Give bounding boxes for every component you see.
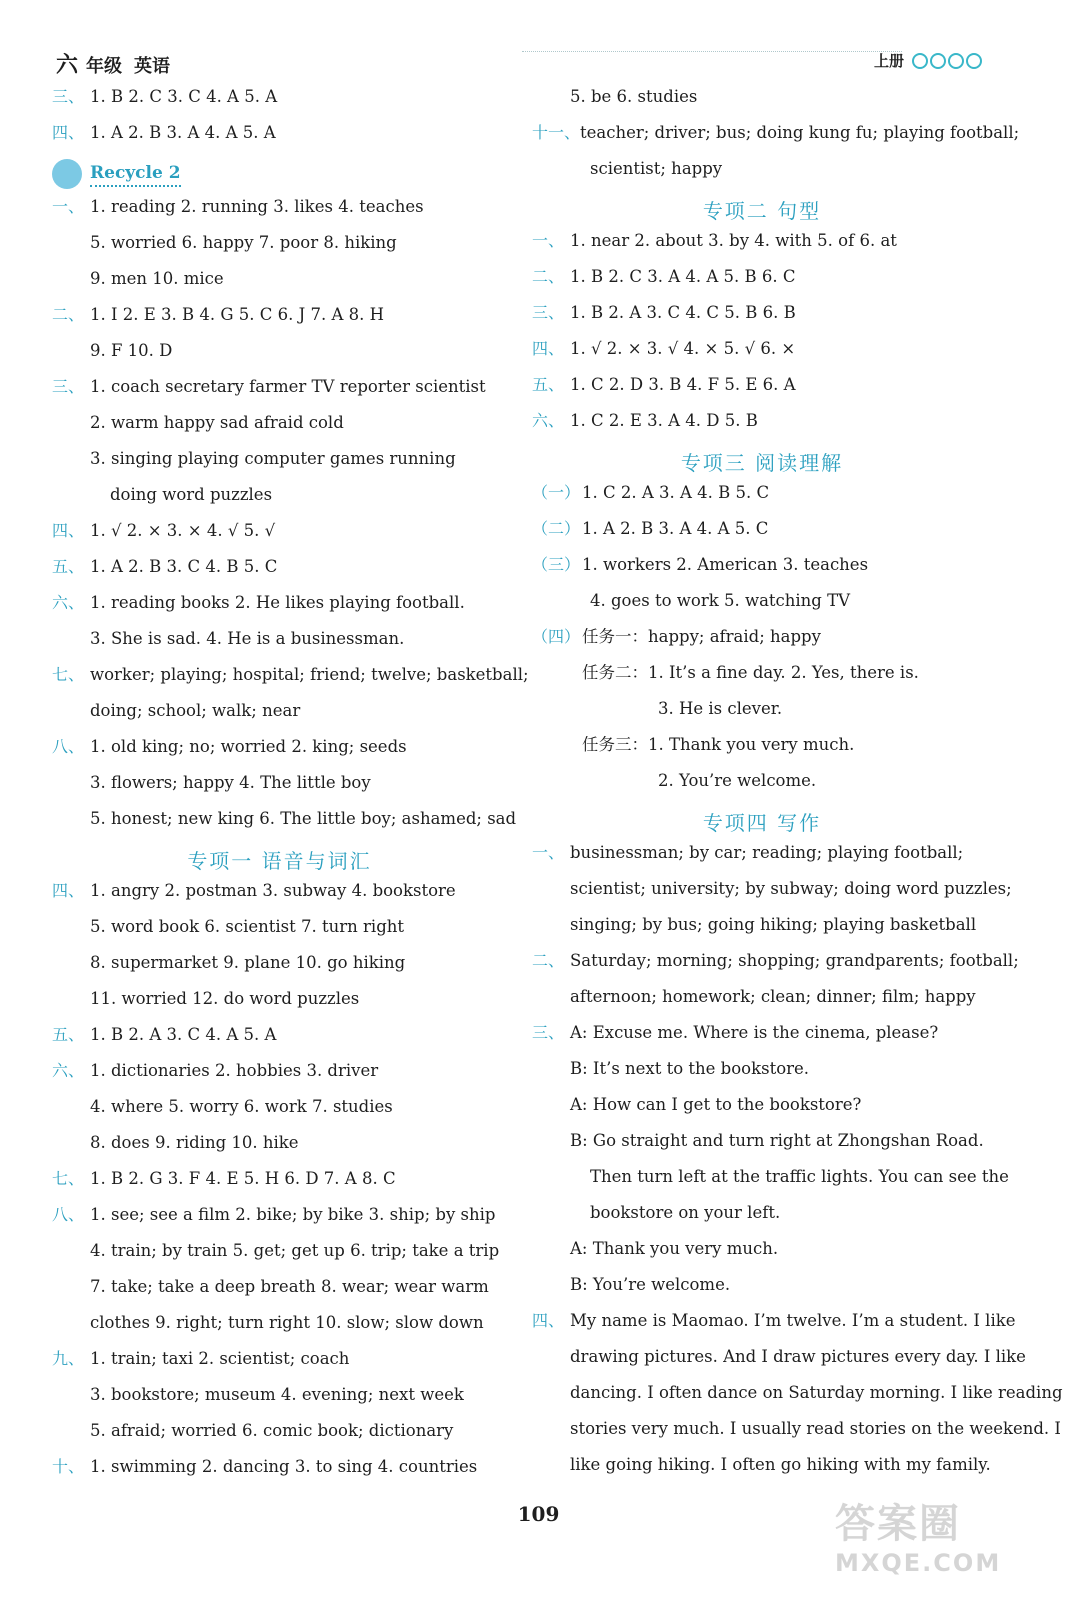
- item-marker: 一、: [532, 231, 565, 250]
- answer-line: 8. does 9. riding 10. hike: [90, 1133, 299, 1152]
- circle-dots-icon: [910, 53, 982, 69]
- answer-line: 4. train; by train 5. get; get up 6. trip; take a trip: [90, 1241, 500, 1260]
- answer-text: 1. coach secretary farmer TV reporter scientist: [90, 377, 486, 396]
- item-marker: 六、: [52, 593, 85, 612]
- answer-text: 1. near 2. about 3. by 4. with 5. of 6. at: [570, 231, 897, 250]
- item-marker: 六、: [52, 1061, 85, 1080]
- answer-line: [532, 842, 992, 878]
- answer-line: A: How can I get to the bookstore?: [570, 1095, 862, 1114]
- answer-line: 3. flowers; happy 4. The little boy: [90, 773, 371, 792]
- answer-text: worker; playing; hospital; friend; twelve; basketball;: [90, 665, 529, 684]
- answer-text: 1. A 2. B 3. A 4. A 5. A: [90, 123, 276, 142]
- page-number: 109: [517, 1502, 560, 1526]
- answer-line: 4. goes to work 5. watching TV: [590, 591, 851, 610]
- answer-line: 3. bookstore; museum 4. evening; next week: [90, 1385, 464, 1404]
- answer-line: B: It’s next to the bookstore.: [570, 1059, 810, 1078]
- answer-line: [52, 1060, 507, 1096]
- answer-line: [52, 304, 507, 340]
- section-title: 专项二 句型: [702, 199, 822, 223]
- item-marker: 一、: [532, 843, 565, 862]
- answer-text: 1. A 2. B 3. C 4. B 5. C: [90, 557, 278, 576]
- answer-text: 1. swimming 2. dancing 3. to sing 4. countries: [90, 1457, 478, 1476]
- item-marker: 三、: [532, 303, 565, 322]
- subject-label: 英语: [134, 56, 171, 77]
- item-marker: 二、: [532, 267, 565, 286]
- item-marker: （四）: [532, 627, 581, 646]
- answer-text: 1. B 2. A 3. C 4. A 5. A: [90, 1025, 277, 1044]
- answer-text: teacher; driver; bus; doing kung fu; playing football;: [580, 123, 1020, 142]
- volume-label: [874, 50, 982, 71]
- answer-line: A: Thank you very much.: [570, 1239, 779, 1258]
- answer-line: [532, 626, 992, 662]
- answer-text: 1. √ 2. × 3. × 4. √ 5. √: [90, 521, 276, 540]
- answer-text: My name is Maomao. I’m twelve. I’m a student. I like: [570, 1311, 1016, 1330]
- answer-line: B: Go straight and turn right at Zhongshan Road.: [570, 1131, 984, 1150]
- item-marker: 四、: [52, 881, 85, 900]
- answer-line: like going hiking. I often go hiking with my family.: [570, 1455, 991, 1474]
- answer-line: [52, 880, 507, 916]
- answer-line: [52, 86, 507, 122]
- answer-line: 任务二：1. It’s a fine day. 2. Yes, there is.: [582, 663, 919, 682]
- answer-line: 8. supermarket 9. plane 10. go hiking: [90, 953, 406, 972]
- answer-line: 5. be 6. studies: [570, 87, 698, 106]
- item-marker: 三、: [52, 87, 85, 106]
- answer-line: dancing. I often dance on Saturday morning. I like reading: [570, 1383, 1063, 1402]
- answer-line: singing; by bus; going hiking; playing basketball: [570, 915, 977, 934]
- answer-line: [52, 1456, 507, 1492]
- answer-line: [52, 376, 507, 412]
- watermark-logo: [835, 1492, 1045, 1592]
- answer-text: 1. dictionaries 2. hobbies 3. driver: [90, 1061, 379, 1080]
- answer-line: scientist; university; by subway; doing word puzzles;: [570, 879, 1012, 898]
- answer-line: scientist; happy: [590, 159, 723, 178]
- grade-glyph: 六: [56, 53, 79, 78]
- answer-line: 7. take; take a deep breath 8. wear; wear warm: [90, 1277, 489, 1296]
- section-title: 专项四 写作: [702, 811, 822, 835]
- item-marker: 四、: [52, 521, 85, 540]
- answer-text: 1. B 2. G 3. F 4. E 5. H 6. D 7. A 8. C: [90, 1169, 396, 1188]
- recycle-heading: [52, 158, 507, 196]
- item-marker: 四、: [532, 1311, 565, 1330]
- answer-text: businessman; by car; reading; playing football;: [570, 843, 964, 862]
- answer-line: 9. F 10. D: [90, 341, 173, 360]
- answer-line: 3. singing playing computer games running: [90, 449, 456, 468]
- answer-line: [532, 482, 992, 518]
- answer-line: [532, 1022, 992, 1058]
- answer-text: 1. reading 2. running 3. likes 4. teaches: [90, 197, 424, 216]
- answer-line: [532, 410, 992, 446]
- answer-line: 5. word book 6. scientist 7. turn right: [90, 917, 405, 936]
- item-marker: 三、: [52, 377, 85, 396]
- answer-line: doing; school; walk; near: [90, 701, 301, 720]
- grade-label: 年级: [86, 56, 123, 77]
- section-title: 专项一 语音与词汇: [187, 849, 372, 873]
- item-marker: 八、: [52, 1205, 85, 1224]
- answer-line: stories very much. I usually read stories on the weekend. I: [570, 1419, 1061, 1438]
- answer-line: clothes 9. right; turn right 10. slow; slow down: [90, 1313, 484, 1332]
- item-marker: 二、: [532, 951, 565, 970]
- volume-text: 上册: [873, 52, 904, 70]
- answer-line: [52, 1204, 507, 1240]
- answer-line: 4. where 5. worry 6. work 7. studies: [90, 1097, 393, 1116]
- answer-line: [532, 554, 992, 590]
- answer-line: [52, 556, 507, 592]
- answer-text: 1. see; see a film 2. bike; by bike 3. ship; by ship: [90, 1205, 496, 1224]
- answer-line: [52, 1348, 507, 1384]
- item-marker: 四、: [52, 123, 85, 142]
- answer-text: 1. I 2. E 3. B 4. G 5. C 6. J 7. A 8. H: [90, 305, 385, 324]
- grade-subject: [56, 48, 170, 79]
- item-marker: 十一、: [532, 123, 581, 142]
- answer-text: 1. reading books 2. He likes playing football.: [90, 593, 465, 612]
- answer-line: [532, 1310, 1016, 1346]
- answer-text: 1. B 2. C 3. A 4. A 5. B 6. C: [570, 267, 796, 286]
- answer-line: bookstore on your left.: [590, 1203, 781, 1222]
- watermark-line1: 答案圈: [835, 1501, 961, 1547]
- answer-line: Then turn left at the traffic lights. You can see the: [590, 1167, 1009, 1186]
- answer-line: [52, 520, 507, 556]
- answer-line: [52, 736, 507, 772]
- item-marker: 五、: [532, 375, 565, 394]
- answer-line: [52, 1168, 507, 1204]
- answer-line: 5. worried 6. happy 7. poor 8. hiking: [90, 233, 397, 252]
- answer-text: 1. C 2. A 3. A 4. B 5. C: [582, 483, 770, 502]
- answer-text: 1. A 2. B 3. A 4. A 5. C: [582, 519, 769, 538]
- answer-line: 3. He is clever.: [658, 699, 783, 718]
- answer-line: 3. She is sad. 4. He is a businessman.: [90, 629, 405, 648]
- answer-line: 2. warm happy sad afraid cold: [90, 413, 344, 432]
- answer-line: [52, 1024, 507, 1060]
- item-marker: 一、: [52, 197, 85, 216]
- answer-text: 1. workers 2. American 3. teaches: [582, 555, 869, 574]
- answer-line: B: You’re welcome.: [570, 1275, 731, 1294]
- item-marker: 七、: [52, 665, 85, 684]
- item-marker: 二、: [52, 305, 85, 324]
- answer-line: drawing pictures. And I draw pictures every day. I like: [570, 1347, 1026, 1366]
- recycle-title: Recycle 2: [90, 163, 181, 187]
- item-marker: 六、: [532, 411, 565, 430]
- answer-line: [52, 196, 507, 232]
- item-marker: 九、: [52, 1349, 85, 1368]
- header-divider: [522, 51, 902, 52]
- answer-line: doing word puzzles: [110, 485, 273, 504]
- item-marker: （一）: [532, 483, 581, 502]
- item-marker: 八、: [52, 737, 85, 756]
- answer-text: 1. angry 2. postman 3. subway 4. bookstore: [90, 881, 456, 900]
- answer-text: 1. train; taxi 2. scientist; coach: [90, 1349, 350, 1368]
- item-marker: 十、: [52, 1457, 85, 1476]
- answer-text: A: Excuse me. Where is the cinema, please?: [570, 1023, 939, 1042]
- answer-line: [532, 518, 992, 554]
- page-header: [52, 46, 982, 76]
- answer-line: 2. You’re welcome.: [658, 771, 817, 790]
- left-column: [52, 86, 529, 1492]
- answer-line: [532, 338, 992, 374]
- section-title: 专项三 阅读理解: [680, 451, 844, 475]
- recycle-badge-icon: [52, 159, 82, 189]
- item-marker: 五、: [52, 1025, 85, 1044]
- answer-line: [532, 950, 1019, 986]
- item-marker: 五、: [52, 557, 85, 576]
- answer-line: 5. afraid; worried 6. comic book; dictionary: [90, 1421, 454, 1440]
- answer-line: [52, 592, 507, 628]
- answer-text: 1. √ 2. × 3. √ 4. × 5. √ 6. ×: [570, 339, 796, 358]
- answer-line: [532, 122, 1020, 158]
- right-column: [532, 86, 1063, 1490]
- answer-text: 1. C 2. E 3. A 4. D 5. B: [570, 411, 758, 430]
- answer-text: 1. B 2. A 3. C 4. C 5. B 6. B: [570, 303, 796, 322]
- answer-line: [532, 230, 992, 266]
- item-marker: （二）: [532, 519, 581, 538]
- answer-text: Saturday; morning; shopping; grandparents; football;: [570, 951, 1019, 970]
- answer-line: 5. honest; new king 6. The little boy; ashamed; sad: [90, 809, 517, 828]
- item-marker: 三、: [532, 1023, 565, 1042]
- watermark-line2: MXQE.COM: [835, 1549, 1002, 1577]
- answer-text: 1. C 2. D 3. B 4. F 5. E 6. A: [570, 375, 796, 394]
- answer-line: [532, 266, 992, 302]
- answer-line: 11. worried 12. do word puzzles: [90, 989, 360, 1008]
- answer-line: [532, 302, 992, 338]
- answer-text: 任务一：happy; afraid; happy: [582, 627, 821, 646]
- answer-line: 9. men 10. mice: [90, 269, 224, 288]
- answer-text: 1. B 2. C 3. C 4. A 5. A: [90, 87, 278, 106]
- item-marker: 七、: [52, 1169, 85, 1188]
- answer-text: 1. old king; no; worried 2. king; seeds: [90, 737, 407, 756]
- answer-line: 任务三：1. Thank you very much.: [582, 735, 855, 754]
- answer-line: afternoon; homework; clean; dinner; film; happy: [570, 987, 976, 1006]
- item-marker: （三）: [532, 555, 581, 574]
- answer-line: [532, 374, 992, 410]
- answer-line: [52, 122, 507, 158]
- item-marker: 四、: [532, 339, 565, 358]
- answer-line: [52, 664, 529, 700]
